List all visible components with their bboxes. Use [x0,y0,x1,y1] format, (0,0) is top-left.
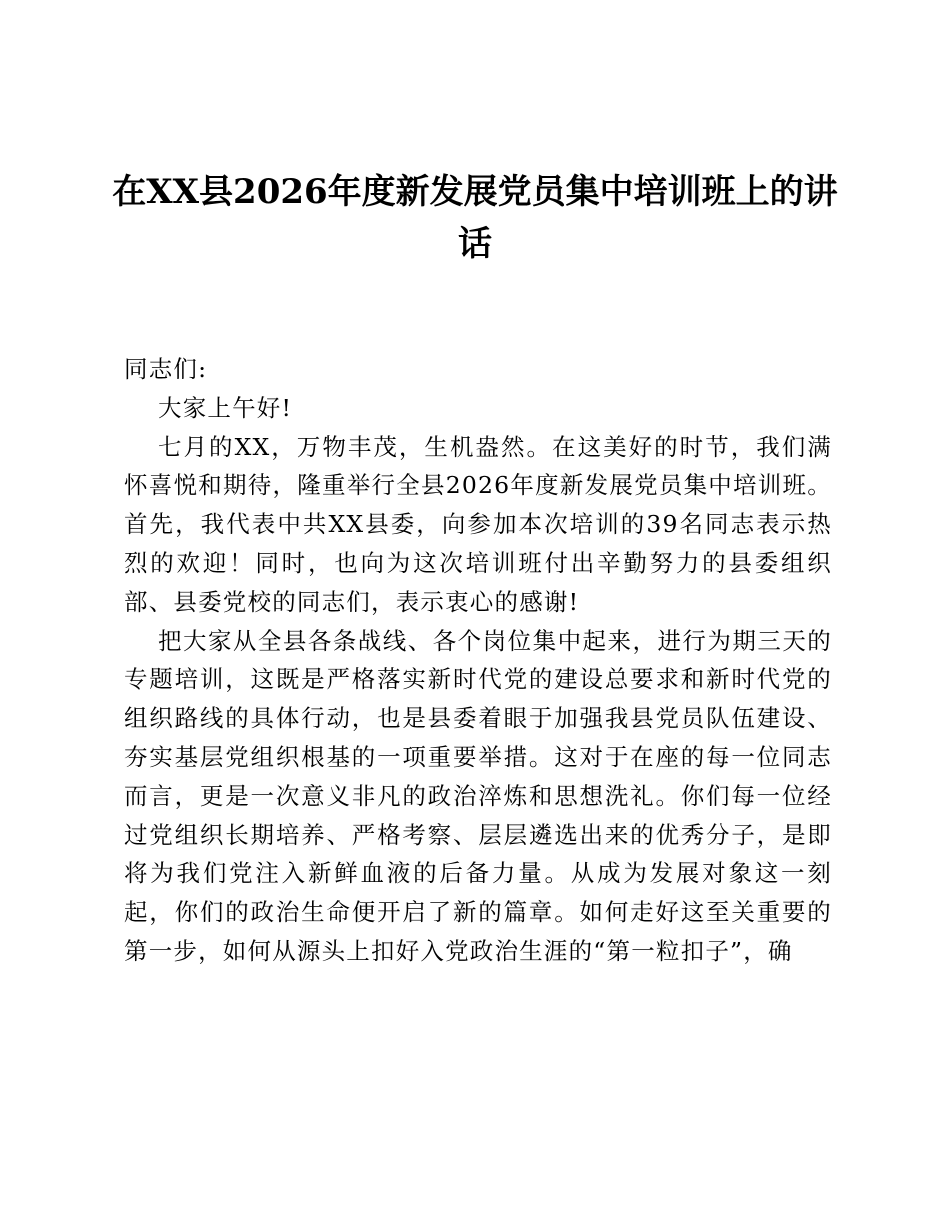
paragraph-significance: 把大家从全县各条战线、各个岗位集中起来，进行为期三天的专题培训，这既是严格落实新时代党的建设总要求和新时代党的组织路线的具体行动，也是县委着眼于加强我县党员队伍建设、夯实基层党组织根基的一项重要举措。这对于在座的每一位同志而言，更是一次意义非凡的政治淬炼和思想洗礼。你们每一位经过党组织长期培养、严格考察、层层遴选出来的优秀分子，是即将为我们党注入新鲜血液的后备力量。从成为发展对象这一刻起，你们的政治生命便开启了新的篇章。如何走好这至关重要的第一步，如何从源头上扣好入党政治生涯的“第一粒扣子”，确 [124,626,832,965]
paragraph-greeting: 大家上午好! [158,393,293,422]
salutation: 同志们: [124,355,208,383]
paragraph-welcome: 七月的XX，万物丰茂，生机盎然。在这美好的时节，我们满怀喜悦和期待，隆重举行全县2026年度新发展党员集中培训班。首先，我代表中共XX县委，向参加本次培训的39名同志表示热烈的欢迎！同时，也向为这次培训班付出辛勤努力的县委组织部、县委党校的同志们，表示衷心的感谢! [124,432,832,616]
document-body [124,350,832,971]
document-title: 在XX县2026年度新发展党员集中培训班上的讲话 [112,172,838,264]
